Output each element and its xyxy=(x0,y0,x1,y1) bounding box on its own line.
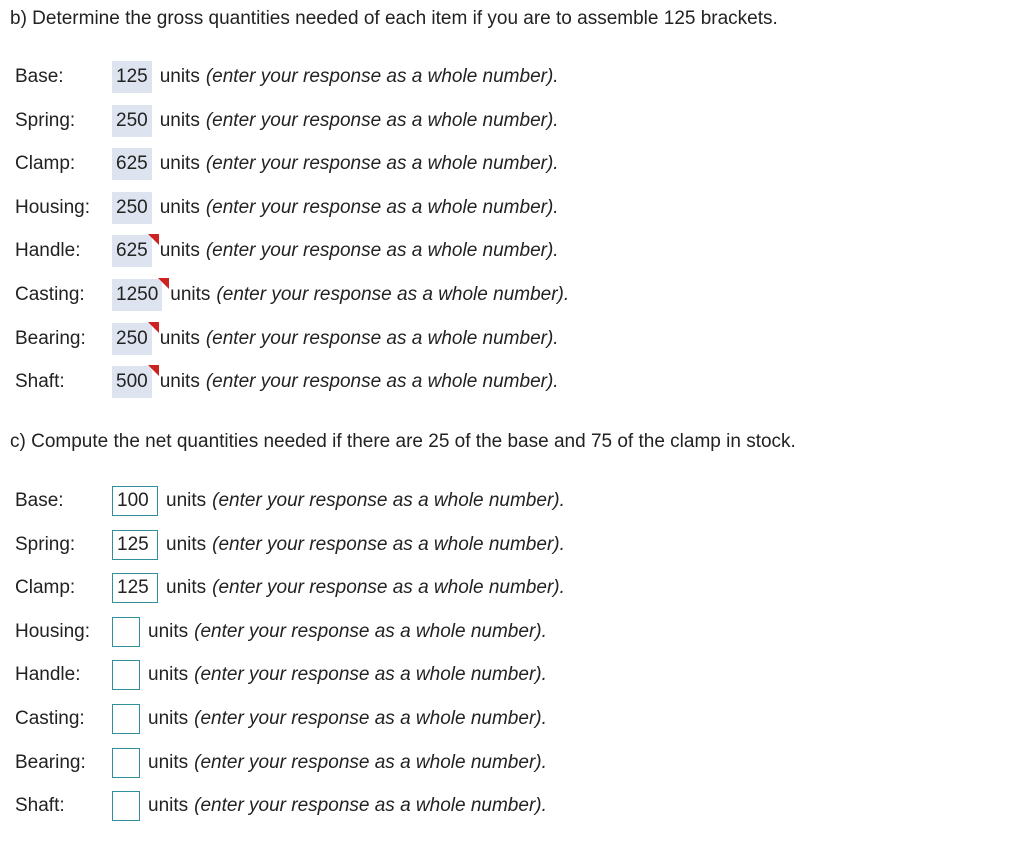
answer-input[interactable] xyxy=(112,486,158,516)
part-b-row-shaft xyxy=(15,367,559,397)
answer-value xyxy=(112,148,152,180)
instruction-text: (enter your response as a whole number). xyxy=(212,577,565,599)
instruction-text: (enter your response as a whole number). xyxy=(205,240,559,262)
row-label: Handle: xyxy=(15,240,81,262)
part-c-row-shaft xyxy=(15,791,547,821)
units-label: units xyxy=(148,751,189,773)
units-label: units xyxy=(148,795,189,817)
incorrect-flag-icon xyxy=(148,234,159,245)
row-label: Bearing: xyxy=(15,751,86,773)
answer-value xyxy=(112,61,152,93)
incorrect-flag-icon xyxy=(158,278,169,289)
part-c-row-handle xyxy=(15,660,547,690)
row-label: Housing: xyxy=(15,620,90,642)
part-c-row-bearing xyxy=(15,748,547,778)
part-b-heading: b) Determine the gross quantities needed of each item if you are to assemble 125 brackets. xyxy=(10,8,778,29)
answer-input[interactable] xyxy=(112,530,158,560)
part-c-row-clamp xyxy=(15,573,565,603)
instruction-text: (enter your response as a whole number). xyxy=(194,708,547,729)
answer-text: 625 xyxy=(116,153,148,175)
row-label: Base: xyxy=(15,66,64,87)
part-b-row-housing xyxy=(15,193,559,223)
part-c-row-base xyxy=(15,486,565,516)
incorrect-flag-icon xyxy=(148,322,159,333)
units-label: units xyxy=(159,371,200,393)
answer-value xyxy=(112,105,152,137)
answer-text: 250 xyxy=(116,327,148,349)
row-label: Clamp: xyxy=(15,577,76,599)
answer-value xyxy=(112,235,152,267)
units-label: units xyxy=(159,327,200,349)
answer-input[interactable] xyxy=(112,660,140,690)
part-b-row-handle xyxy=(15,236,559,266)
instruction-text: (enter your response as a whole number). xyxy=(205,153,559,175)
part-b-row-clamp xyxy=(15,149,559,179)
instruction-text: (enter your response as a whole number). xyxy=(212,490,565,511)
answer-text: 625 xyxy=(116,240,148,262)
answer-text: 250 xyxy=(116,109,148,131)
answer-input[interactable] xyxy=(112,748,140,778)
instruction-text: (enter your response as a whole number). xyxy=(205,66,559,87)
part-b-row-casting xyxy=(15,280,569,310)
instruction-text: (enter your response as a whole number). xyxy=(205,327,559,349)
instruction-text: (enter your response as a whole number). xyxy=(194,751,547,773)
row-label: Casting: xyxy=(15,708,85,729)
units-label: units xyxy=(159,240,200,262)
units-label: units xyxy=(159,153,200,175)
units-label: units xyxy=(159,66,200,87)
instruction-text: (enter your response as a whole number). xyxy=(205,109,559,131)
row-label: Handle: xyxy=(15,664,81,686)
row-label: Base: xyxy=(15,490,64,511)
answer-value xyxy=(112,323,152,355)
part-b-row-spring xyxy=(15,106,559,136)
answer-text: 250 xyxy=(116,196,148,218)
units-label: units xyxy=(159,196,200,218)
units-label: units xyxy=(159,109,200,131)
row-label: Clamp: xyxy=(15,153,76,175)
answer-text: 500 xyxy=(116,371,148,393)
part-c-row-housing xyxy=(15,617,547,647)
answer-input[interactable] xyxy=(112,617,140,647)
part-b-row-base xyxy=(15,62,559,92)
units-label: units xyxy=(170,284,211,305)
answer-value xyxy=(112,366,152,398)
answer-input[interactable] xyxy=(112,704,140,734)
instruction-text: (enter your response as a whole number). xyxy=(194,620,547,642)
instruction-text: (enter your response as a whole number). xyxy=(216,284,570,305)
answer-value xyxy=(112,279,162,311)
instruction-text: (enter your response as a whole number). xyxy=(194,795,547,817)
instruction-text: (enter your response as a whole number). xyxy=(205,196,559,218)
row-label: Spring: xyxy=(15,109,76,131)
units-label: units xyxy=(148,620,189,642)
row-label: Bearing: xyxy=(15,327,86,349)
row-label: Casting: xyxy=(15,284,85,305)
answer-input[interactable] xyxy=(112,573,158,603)
row-label: Spring: xyxy=(15,533,76,555)
answer-text: 1250 xyxy=(116,284,159,305)
incorrect-flag-icon xyxy=(148,365,159,376)
units-label: units xyxy=(148,708,189,729)
units-label: units xyxy=(166,533,207,555)
units-label: units xyxy=(166,490,207,511)
units-label: units xyxy=(166,577,207,599)
instruction-text: (enter your response as a whole number). xyxy=(212,533,565,555)
part-b-row-bearing xyxy=(15,324,559,354)
part-c-row-casting xyxy=(15,704,547,734)
row-label: Housing: xyxy=(15,196,90,218)
part-c-heading: c) Compute the net quantities needed if there are 25 of the base and 75 of the clamp in stock. xyxy=(10,431,796,452)
answer-text: 125 xyxy=(116,66,148,87)
part-c-row-spring xyxy=(15,530,565,560)
answer-input[interactable] xyxy=(112,791,140,821)
answer-value xyxy=(112,192,152,224)
row-label: Shaft: xyxy=(15,795,65,817)
instruction-text: (enter your response as a whole number). xyxy=(205,371,559,393)
units-label: units xyxy=(148,664,189,686)
row-label: Shaft: xyxy=(15,371,65,393)
instruction-text: (enter your response as a whole number). xyxy=(194,664,547,686)
